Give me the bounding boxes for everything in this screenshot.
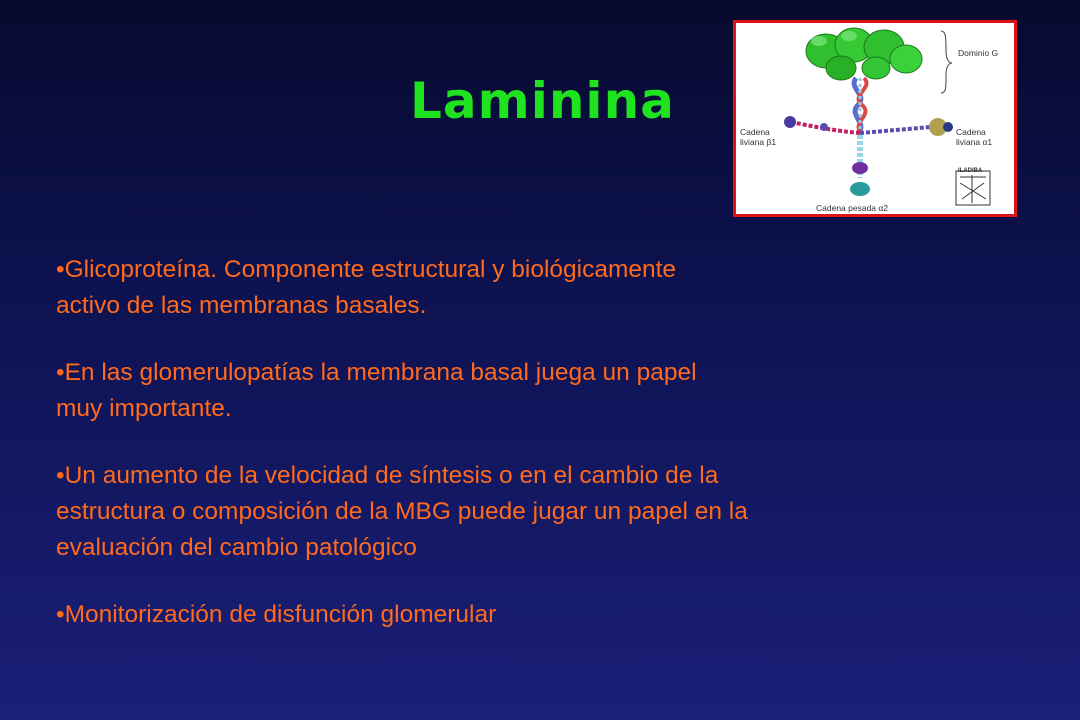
label-bottom-chain: Cadena pesada α2 bbox=[816, 203, 889, 213]
bottom-chain bbox=[850, 135, 870, 196]
bullet-item: •Un aumento de la velocidad de síntesis o en el cambio de la estructura o composición de la MBG puede jugar un papel en la evaluación del cambio patológico bbox=[56, 462, 748, 561]
g-domain-globules bbox=[806, 28, 922, 80]
page-title: Laminina bbox=[410, 72, 675, 130]
laminin-figure bbox=[733, 20, 1017, 217]
bullet-list bbox=[56, 252, 1016, 633]
bullet-item: •En las glomerulopatías la membrana basal juega un papel muy importante. bbox=[56, 359, 697, 422]
bullet-item: •Monitorización de disfunción glomerular bbox=[56, 601, 497, 628]
label-dominio-g: Dominio G bbox=[958, 48, 999, 58]
label-left-chain: Cadena liviana β1 bbox=[740, 127, 777, 147]
right-arm bbox=[860, 118, 953, 136]
left-arm bbox=[784, 116, 860, 133]
bullet-item: •Glicoproteína. Componente estructural y biológicamente activo de las membranas basales. bbox=[56, 256, 677, 319]
coiled-coil bbox=[854, 78, 866, 135]
iladiba-logo bbox=[956, 171, 990, 205]
label-right-chain: Cadena liviana α1 bbox=[956, 127, 993, 147]
logo-text: ILADIBA bbox=[958, 168, 983, 174]
